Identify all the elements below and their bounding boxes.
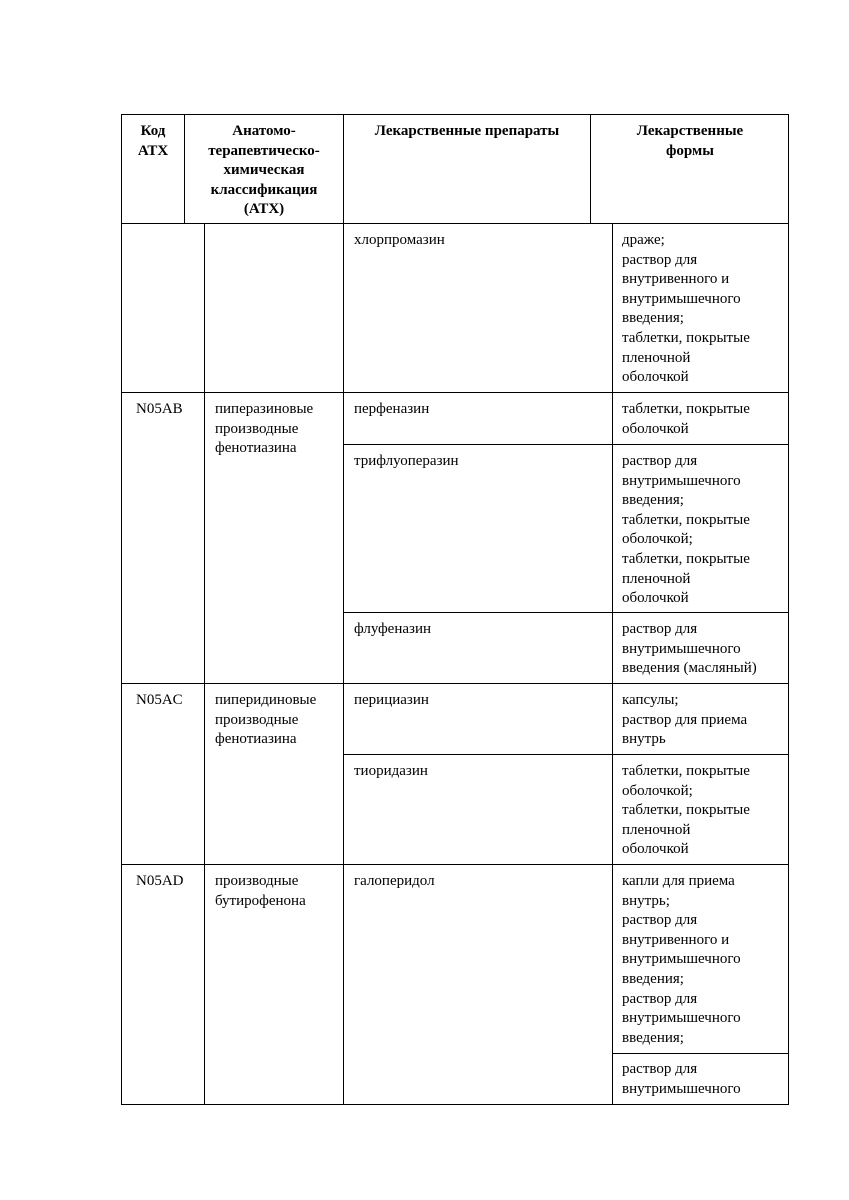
table-border: [343, 114, 344, 1105]
table-row-code: N05AD: [136, 873, 184, 889]
table-border: [343, 612, 789, 613]
table-row-class: пиперазиновые производные фенотиазина: [215, 401, 314, 457]
table-row-code: N05AC: [136, 692, 183, 708]
table-border: [121, 864, 789, 865]
table-border: [343, 444, 789, 445]
table-row-drug: хлорпромазин: [354, 232, 445, 248]
table-row-drug: тиоридазин: [354, 763, 428, 779]
table-row-forms: таблетки, покрытые оболочкой: [622, 401, 750, 437]
table-row-forms: таблетки, покрытые оболочкой; таблетки, покрытые пленочной оболочкой: [622, 763, 750, 858]
table-border: [612, 1053, 789, 1054]
table-border: [590, 114, 591, 224]
table-border: [121, 392, 789, 393]
table-row-class: пиперидиновые производные фенотиазина: [215, 692, 317, 748]
table-border: [204, 223, 205, 1105]
table-border: [612, 223, 613, 1105]
table-row-forms: раствор для внутримышечного введения; таблетки, покрытые оболочкой; таблетки, покрытые пленочной оболочкой: [622, 453, 750, 607]
table-row-drug: галоперидол: [354, 873, 435, 889]
table-border: [121, 114, 789, 115]
header-code: Код АТХ: [137, 123, 169, 159]
header-forms: Лекарственные формы: [636, 123, 744, 159]
table-row-forms: капсулы; раствор для приема внутрь: [622, 692, 748, 748]
table-row-class: производные бутирофенона: [215, 873, 306, 909]
header-drugs: Лекарственные препараты: [374, 123, 560, 139]
table-row-forms: драже; раствор для внутривенного и внутримышечного введения; таблетки, покрытые пленочной оболочкой: [622, 232, 750, 386]
table-row-drug: перициазин: [354, 692, 429, 708]
table-row-forms: раствор для внутримышечного введения (масляный): [622, 621, 757, 677]
table-border: [121, 1104, 789, 1105]
header-classification: Анатомо- терапевтическо- химическая классификация (АТХ): [208, 123, 320, 218]
table-row-forms: капли для приема внутрь; раствор для внутривенного и внутримышечного введения; раствор для внутримышечного введения;: [622, 873, 741, 1046]
table-row-forms: раствор для внутримышечного: [622, 1061, 741, 1097]
table-border: [121, 114, 122, 1105]
table-border: [343, 754, 789, 755]
table-row-drug: трифлуоперазин: [354, 453, 459, 469]
table-row-drug: флуфеназин: [354, 621, 431, 637]
table-border: [788, 114, 789, 1105]
table-border: [184, 114, 185, 224]
table-border: [121, 223, 789, 224]
table-row-code: N05AB: [136, 401, 183, 417]
table-border: [121, 683, 789, 684]
table-row-drug: перфеназин: [354, 401, 430, 417]
